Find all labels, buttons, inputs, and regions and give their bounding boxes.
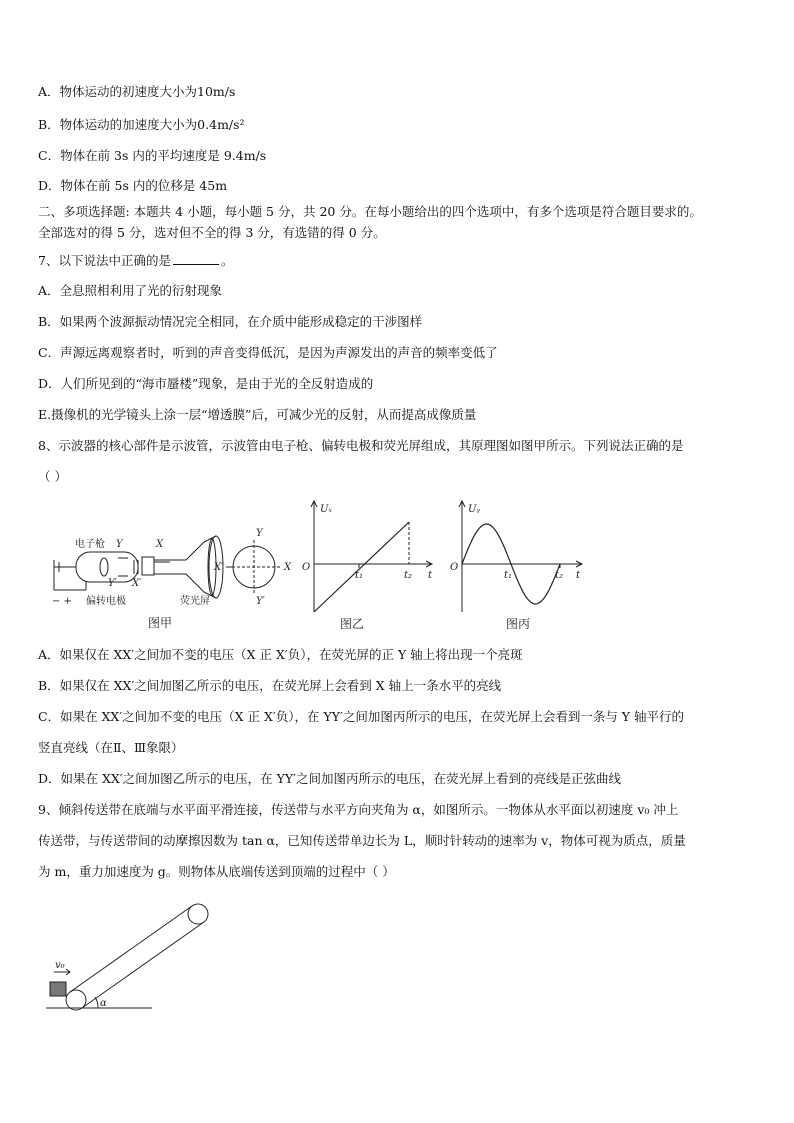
q6-option-b: B．物体运动的加速度大小为0.4m/s²: [38, 117, 245, 132]
yi-axis-label: Uₓ: [320, 504, 332, 515]
bing-origin: O: [450, 562, 459, 573]
q7-option-c: C．声源远离观察者时，听到的声音变得低沉，是因为声源发出的声音的频率变低了: [38, 345, 498, 360]
yi-t2: t₂: [404, 570, 413, 581]
q6-option-d: D．物体在前 5s 内的位移是 45m: [38, 178, 228, 193]
bing-axis-label: Uᵧ: [468, 504, 481, 515]
label-plus-minus: − +: [52, 596, 72, 607]
label-deflection-electrode: 偏转电极: [86, 596, 126, 607]
v0-label: v₀: [55, 960, 65, 971]
bing-t1: t₁: [504, 570, 513, 581]
q7-stem-end: 。: [220, 253, 234, 268]
screen-y-label: Y: [256, 528, 263, 539]
q7-stem-text: 7、以下说法中正确的是: [38, 253, 171, 268]
block: [50, 982, 66, 996]
label-xp-plate: X′: [132, 578, 142, 589]
section2-instructions-line1: 二、多项选择题: 本题共 4 小题，每小题 5 分，共 20 分。在每小题给出的四个选项中，有多个选项是符合题目要求的。: [38, 204, 702, 219]
figure-conveyor-belt: [40, 896, 230, 1020]
screen-xp-label: X′: [214, 562, 224, 573]
q9-stem-line1: 9、倾斜传送带在底端与水平面平滑连接，传送带与水平方向夹角为 α，如图所示。一物体从水平面以初速度 v₀ 冲上: [38, 802, 679, 817]
q8-option-a: A．如果仅在 XX′之间加不变的电压（X 正 X′负），在荧光屏的正 Y 轴上将出现一个亮斑: [38, 647, 523, 662]
alpha-label: α: [100, 998, 107, 1009]
q8-option-b: B．如果仅在 XX′之间加图乙所示的电压，在荧光屏上会看到 X 轴上一条水平的亮线: [38, 678, 502, 693]
caption-bing: 图丙: [506, 617, 531, 631]
bing-t: t: [576, 570, 581, 581]
label-y-plate: Y: [116, 539, 123, 550]
label-electron-gun: 电子枪: [75, 539, 105, 550]
q7-option-d: D．人们所见到的“海市蜃楼”现象，是由于光的全反射造成的: [38, 376, 374, 391]
q6-option-c: C．物体在前 3s 内的平均速度是 9.4m/s: [38, 148, 267, 163]
q8-option-c-line1: C．如果在 XX′之间加不变的电压（X 正 X′负），在 YY′之间加图丙所示的电压，在荧光屏上会看到一条与 Y 轴平行的: [38, 709, 685, 724]
q7-option-b: B．如果两个波源振动情况完全相同，在介质中能形成稳定的干涉图样: [38, 314, 423, 329]
q7-stem: [38, 252, 233, 269]
yi-t1: t₁: [355, 570, 364, 581]
caption-yi: 图乙: [340, 617, 365, 631]
q8-option-c-line2: 竖直亮线（在Ⅱ、Ⅲ象限）: [38, 740, 184, 755]
answer-blank: [173, 252, 219, 265]
yi-origin: O: [302, 562, 311, 573]
caption-jia: 图甲: [148, 616, 173, 630]
q7-option-e: E.摄像机的光学镜头上涂一层“增透膜”后，可减少光的反射，从而提高成像质量: [38, 407, 477, 422]
q8-option-d: D．如果在 XX′之间加图乙所示的电压，在 YY′之间加图丙所示的电压，在荧光屏上看到的亮线是正弦曲线: [38, 771, 621, 786]
bing-t2: t₂: [555, 570, 564, 581]
figure-yi-sawtooth: [300, 498, 440, 632]
figure-jia-oscilloscope: [46, 522, 296, 634]
q9-stem-line2: 传送带，与传送带间的动摩擦因数为 tan α，已知传送带单边长为 L，顺时针转动的速率为 v，物体可视为质点，质量: [38, 833, 686, 848]
label-fluorescent-screen: 荧光屏: [180, 596, 210, 607]
q9-stem-line3: 为 m，重力加速度为 g。则物体从底端传送到顶端的过程中（ ）: [38, 864, 395, 879]
screen-x-label: X: [284, 562, 292, 573]
label-yp-plate: Y′: [108, 578, 117, 589]
q8-stem-line2: （ ）: [38, 469, 67, 484]
screen-yp-label: Y′: [256, 596, 265, 607]
yi-t: t: [428, 570, 433, 581]
label-x-plate: X: [156, 539, 164, 550]
q6-option-a: A．物体运动的初速度大小为10m/s: [38, 84, 236, 99]
figure-bing-sine: [448, 498, 588, 632]
q8-stem-line1: 8、示波器的核心部件是示波管，示波管由电子枪、偏转电极和荧光屏组成，其原理图如图甲所示。下列说法正确的是: [38, 438, 684, 453]
q7-option-a: A．全息照相利用了光的衍射现象: [38, 283, 223, 298]
section2-instructions-line2: 全部选对的得 5 分，选对但不全的得 3 分，有选错的得 0 分。: [38, 225, 386, 240]
